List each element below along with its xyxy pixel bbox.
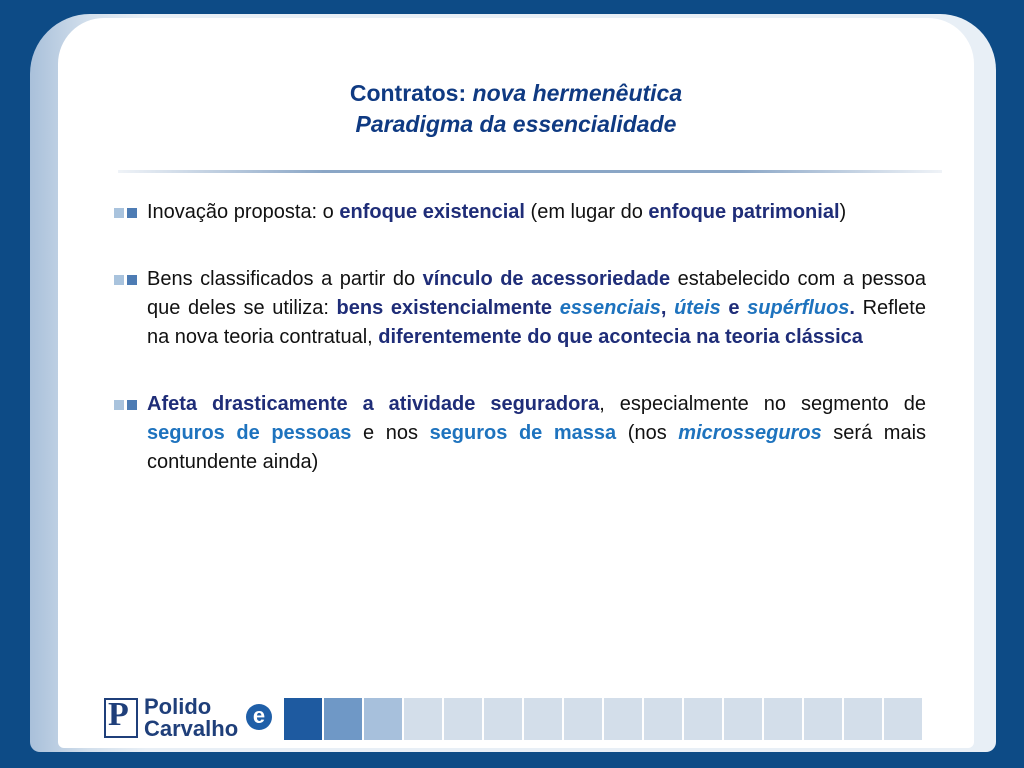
footer-tile [524, 698, 562, 740]
bullet-text-segment [552, 297, 560, 319]
bullet-marker-icon [114, 399, 140, 411]
logo-emblem-icon [104, 698, 138, 738]
bullet-text-segment: e [720, 297, 748, 319]
footer-tile [364, 698, 402, 740]
bullet-text-segment: enfoque patrimonial [648, 201, 840, 223]
bullet-text-segment: úteis [674, 297, 721, 319]
bullet-text-segment: bens existencialmente [336, 297, 553, 319]
bullet-text-segment: diferentemente do que acontecia na teoria clássica [378, 326, 863, 348]
footer-tile [684, 698, 722, 740]
bullet-text-segment: supérfluos [747, 297, 850, 319]
footer-tile [764, 698, 802, 740]
logo-emblem-letter: P [108, 696, 129, 733]
bullet-text-segment: , [660, 297, 675, 319]
slide-title [58, 78, 974, 140]
bullet-list [114, 198, 926, 515]
footer-tile [324, 698, 362, 740]
footer-tile [564, 698, 602, 740]
logo-line-1: Polido [144, 694, 212, 719]
bullet-text-segment: microsseguros [678, 422, 822, 444]
bullet-item [114, 265, 926, 352]
footer-tile [604, 698, 642, 740]
company-logo [104, 694, 278, 740]
footer-tile [644, 698, 682, 740]
footer-tile [884, 698, 922, 740]
bullet-text-segment: seguros de massa [429, 422, 617, 444]
bullet-text-segment: e nos [351, 422, 430, 444]
title-divider [118, 170, 942, 173]
bullet-text-segment: , especialmente no segmento de [599, 393, 926, 415]
logo-e-icon: e [246, 704, 272, 730]
bullet-text-segment: (nos [616, 422, 679, 444]
footer-tile [404, 698, 442, 740]
logo-line-2: Carvalho [144, 716, 239, 741]
bullet-text-segment: Bens classificados a partir do [147, 268, 423, 290]
bullet-item [114, 198, 926, 227]
bullet-item [114, 390, 926, 477]
bullet-text-segment: . [849, 297, 855, 319]
bullet-text-segment: seguros de pessoas [147, 422, 352, 444]
footer-tile [804, 698, 842, 740]
bullet-text-segment: ) [839, 201, 847, 223]
footer-tile [724, 698, 762, 740]
title-line-2: Paradigma da essencialidade [355, 111, 677, 137]
footer-tile [484, 698, 522, 740]
bullet-text-segment: Inovação proposta: o [147, 201, 340, 223]
bullet-text-segment: será mais contundente ainda) [147, 422, 927, 473]
title-plain: Contratos: [349, 80, 473, 106]
bullet-text-segment: (em lugar do [524, 201, 649, 223]
footer-tile [284, 698, 322, 740]
title-line-1 [58, 78, 974, 109]
title-italic: nova hermenêutica [472, 80, 683, 106]
bullet-text-segment: enfoque existencial [339, 201, 525, 223]
bullet-text-segment: essenciais [559, 297, 661, 319]
bullet-text-segment: vínculo de acessoriedade [422, 268, 671, 290]
footer-tiles [284, 698, 922, 740]
bullet-text-segment: estabelecido com a pessoa que deles se utiliza: [147, 268, 927, 319]
footer-bar [96, 688, 930, 744]
bullet-text-segment: Reflete na nova teoria contratual, [147, 297, 926, 348]
footer-tile [844, 698, 882, 740]
bullet-marker-icon [114, 207, 140, 219]
bullet-marker-icon [114, 274, 140, 286]
footer-tile [444, 698, 482, 740]
logo-name [144, 696, 238, 740]
bullet-text-segment: Afeta drasticamente a atividade seguradora [147, 393, 600, 415]
